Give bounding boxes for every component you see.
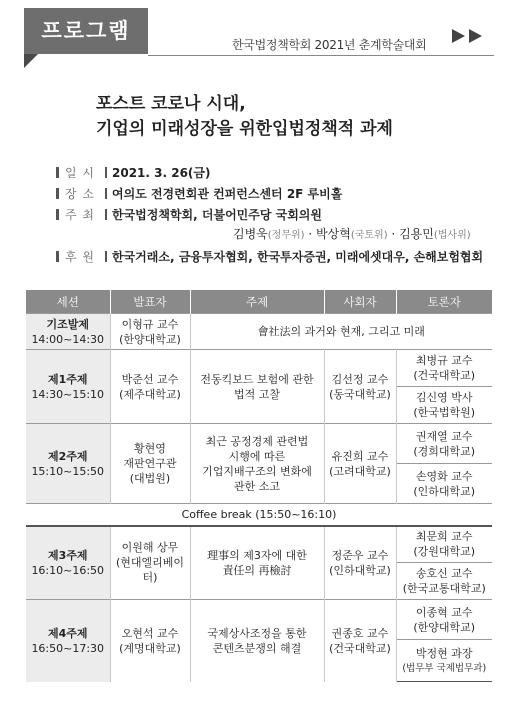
topic-line: 시행에 따른 <box>228 449 286 463</box>
table-row <box>26 350 492 387</box>
info-label: 후 원 <box>65 250 95 264</box>
header-session: 세션 <box>26 290 110 314</box>
header-divider <box>148 55 494 56</box>
info-host <box>56 204 483 225</box>
table-row <box>26 600 492 640</box>
moderator-line: (인하대학교) <box>329 563 391 577</box>
topic-cell <box>190 526 324 600</box>
moderator-cell <box>324 350 396 424</box>
discussant-name: 송호신 교수 <box>415 567 473 580</box>
session-time: 15:10~15:50 <box>31 464 105 478</box>
header-discussant: 토론자 <box>396 290 492 314</box>
session-name: 제3주제 <box>47 548 88 562</box>
presenter-cell <box>110 600 190 682</box>
table-row <box>26 424 492 464</box>
discussant-cell <box>396 424 492 464</box>
topic-line: 전동킥보드 보험에 관한 <box>200 372 314 386</box>
topic-line: 법적 고찰 <box>233 387 280 401</box>
session-time: 14:00~14:30 <box>31 332 105 346</box>
presenter-line: 오현석 교수 <box>121 626 179 640</box>
info-date <box>56 162 483 183</box>
discussant-cell <box>396 464 492 504</box>
discussant-affil: (경희대학교) <box>413 444 476 458</box>
moderator-cell <box>324 424 396 504</box>
session-time: 16:50~17:30 <box>31 641 105 655</box>
presenter-cell <box>110 424 190 504</box>
discussant-cell <box>396 350 492 387</box>
member-role: (법사위) <box>433 230 471 241</box>
moderator-line: 김선정 교수 <box>331 372 389 386</box>
session-cell <box>26 424 110 504</box>
session-cell <box>26 526 110 600</box>
discussant-name: 최문희 교수 <box>415 530 473 544</box>
discussant-cell <box>396 563 492 600</box>
header-moderator: 사회자 <box>324 290 396 314</box>
discussant-cell <box>396 600 492 640</box>
discussant-affil: (인하대학교) <box>413 484 476 498</box>
presenter-line: (현대엘리베이터) <box>115 556 185 585</box>
info-sponsor <box>56 246 483 267</box>
info-label: 일 시 <box>65 166 95 180</box>
presenter-line: 재판연구관 <box>123 457 177 470</box>
topic-line: 責任의 再檢討 <box>222 563 292 577</box>
moderator-line: 권종호 교수 <box>331 626 389 640</box>
moderator-cell <box>324 600 396 682</box>
program-tab-label: 프로그램 <box>41 19 131 43</box>
session-name: 제1주제 <box>47 372 88 386</box>
moderator-line: (건국대학교) <box>329 641 391 655</box>
bullet-bar <box>56 167 59 178</box>
presenter-line: (대법원) <box>129 472 171 485</box>
discussant-affil: (법무부 국제법무과) <box>402 662 487 674</box>
info-label: 주 최 <box>65 208 95 222</box>
title-line-2: 기업의 미래성장을 위한입법정책적 과제 <box>96 119 393 139</box>
discussant-cell <box>396 387 492 424</box>
topic-cell <box>190 600 324 682</box>
discussant-cell <box>396 640 492 682</box>
tab-fold-decoration <box>24 54 38 68</box>
info-value: 2021. 3. 26(금) <box>112 166 211 180</box>
bullet-bar <box>56 188 59 199</box>
member-name: 김병욱 <box>233 227 268 241</box>
bullet-bar <box>56 251 59 262</box>
discussant-affil: (강원대학교) <box>413 545 476 559</box>
schedule-table <box>26 290 492 682</box>
separator-bar <box>105 188 107 199</box>
session-time: 14:30~15:10 <box>31 387 105 401</box>
table-row <box>26 504 492 526</box>
moderator-line: (동국대학교) <box>329 387 391 401</box>
member-name: 김용민 <box>399 227 434 241</box>
keynote-topic: 會社法의 과거와 현재, 그리고 미래 <box>190 314 492 350</box>
topic-cell <box>190 424 324 504</box>
session-name: 제4주제 <box>47 626 88 640</box>
session-cell <box>26 314 110 350</box>
session-time: 16:10~16:50 <box>31 563 105 577</box>
table-row <box>26 314 492 350</box>
member-separator: · <box>304 227 317 241</box>
double-right-triangle-icon <box>452 28 486 47</box>
topic-line: 기업지배구조의 변화에 <box>202 464 312 478</box>
presenter-name: 이형규 교수 <box>121 317 179 331</box>
discussant-cell <box>396 526 492 563</box>
presenter-affil: (한양대학교) <box>119 332 181 346</box>
moderator-cell <box>324 526 396 600</box>
bullet-bar <box>56 209 59 220</box>
member-separator: · <box>387 227 400 241</box>
separator-bar <box>105 209 107 220</box>
moderator-line: 정준우 교수 <box>331 548 389 562</box>
table-header-row <box>26 290 492 314</box>
page-title <box>96 92 393 142</box>
info-value: 한국거래소, 금융투자협회, 한국투자증권, 미래에셋대우, 손해보험협회 <box>112 250 484 264</box>
presenter-line: 황현영 <box>134 442 166 455</box>
session-name: 제2주제 <box>47 449 88 463</box>
session-name: 기조발제 <box>46 317 89 331</box>
presenter-line: (계명대학교) <box>119 641 181 655</box>
title-line-1: 포스트 코로나 시대, <box>96 94 246 114</box>
discussant-affil: (건국대학교) <box>413 369 476 382</box>
discussant-name: 박정현 과장 <box>415 646 473 660</box>
discussant-affil: (한국교통대학교) <box>402 582 486 595</box>
topic-cell <box>190 350 324 424</box>
topic-line: 관한 소고 <box>233 479 280 493</box>
moderator-line: (고려대학교) <box>329 464 391 478</box>
coffee-break: Coffee break (15:50~16:10) <box>26 504 492 526</box>
conference-name: 한국법정책학회 2021년 춘계학술대회 <box>232 38 427 52</box>
presenter-line: 이원해 상무 <box>121 541 179 555</box>
info-label: 장 소 <box>65 187 95 201</box>
topic-line: 콘텐츠분쟁의 해결 <box>212 641 302 655</box>
member-name: 박상혁 <box>316 227 351 241</box>
info-venue <box>56 183 483 204</box>
discussant-name: 이종혁 교수 <box>415 605 473 619</box>
discussant-affil: (한국법학원) <box>413 406 476 419</box>
session-cell <box>26 600 110 682</box>
event-info <box>56 162 483 267</box>
header-presenter: 발표자 <box>110 290 190 314</box>
presenter-cell <box>110 314 190 350</box>
presenter-cell <box>110 350 190 424</box>
discussant-name: 김신영 박사 <box>415 391 473 404</box>
discussant-name: 권재열 교수 <box>415 429 473 443</box>
topic-line: 理事의 제3자에 대한 <box>207 548 307 562</box>
topic-line: 최근 공정경제 관련법 <box>205 434 309 448</box>
header-topic: 주제 <box>190 290 324 314</box>
presenter-line: (제주대학교) <box>119 387 181 401</box>
info-value: 한국법정책학회, 더불어민주당 국회의원 <box>112 208 322 222</box>
discussant-name: 손영화 교수 <box>415 469 473 483</box>
program-tab <box>24 8 148 54</box>
topic-line: 국제상사조정을 통한 <box>207 626 307 640</box>
separator-bar <box>105 167 107 178</box>
info-value: 여의도 전경련회관 컨퍼런스센터 2F 루비홀 <box>112 187 343 201</box>
presenter-line: 박준선 교수 <box>121 372 179 386</box>
presenter-cell <box>110 526 190 600</box>
session-cell <box>26 350 110 424</box>
separator-bar <box>105 251 107 262</box>
discussant-name: 최병규 교수 <box>415 354 473 367</box>
moderator-line: 유진희 교수 <box>331 449 389 463</box>
member-role: (국토위) <box>350 230 388 241</box>
member-role: (정무위) <box>267 230 305 241</box>
discussant-affil: (한양대학교) <box>413 620 476 634</box>
host-members <box>56 225 483 246</box>
table-row <box>26 526 492 563</box>
